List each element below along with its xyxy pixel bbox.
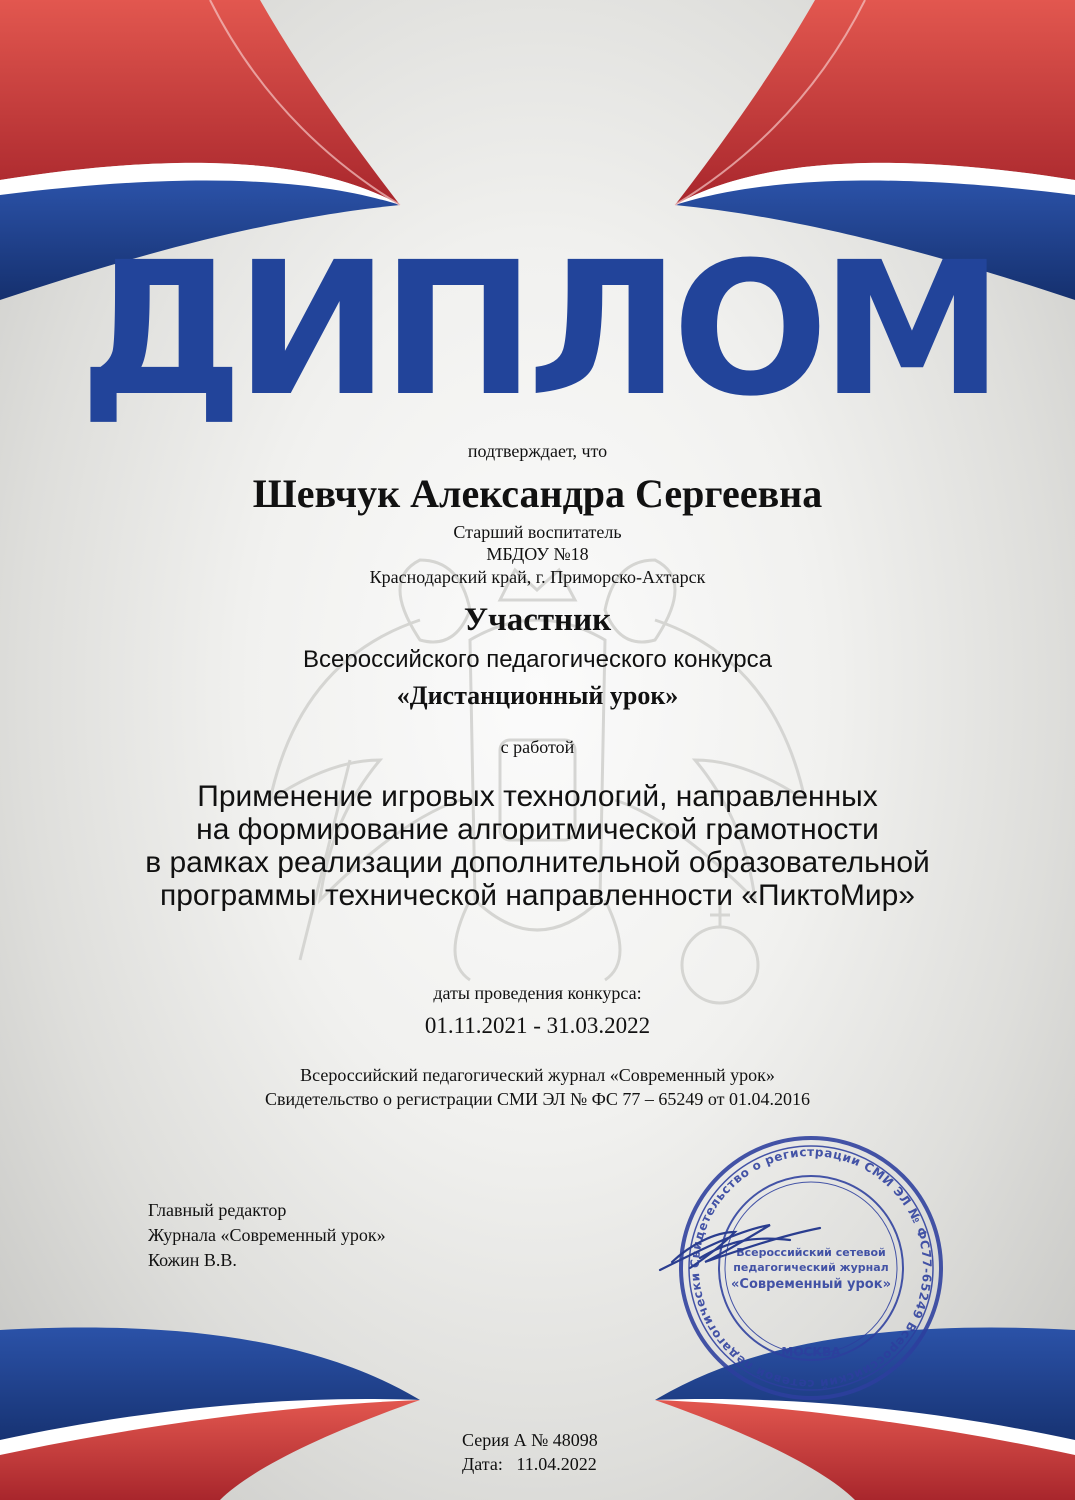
diploma-title: ДИПЛОМ — [79, 223, 996, 437]
editor-line: Главный редактор — [148, 1200, 287, 1220]
seal-ring-text: Свидетельство о регистрации СМИ ЭЛ № ФС77-65249 Всероссийский сетевой педагогически — [687, 1144, 935, 1392]
recipient-name: Шевчук Александра Сергеевна — [252, 471, 823, 516]
seal-center-line: педагогический журнал — [733, 1261, 889, 1274]
registration-text: Свидетельство о регистрации СМИ ЭЛ № ФС 77 – 65249 от 01.04.2016 — [264, 1089, 811, 1109]
contest-line: Всероссийского педагогического конкурса — [303, 646, 772, 673]
recipient-location: Краснодарский край, г. Приморско-Ахтарск — [369, 567, 706, 587]
with-work-text: с работой — [500, 737, 575, 757]
contest-name: «Дистанционный урок» — [396, 681, 679, 710]
work-title-line: Применение игровых технологий, направленных — [197, 780, 878, 813]
recipient-organization: МБДОУ №18 — [486, 544, 589, 564]
seal-bottom-text: МОСКВА — [781, 1345, 841, 1359]
work-title-line: программы технической направленности «ПиктоМир» — [159, 879, 915, 912]
confirms-text: подтверждает, что — [467, 441, 608, 461]
editor-line: Журнала «Современный урок» — [148, 1225, 386, 1245]
work-title-line: на формирование алгоритмической грамотности — [196, 813, 879, 846]
journal-name: Всероссийский педагогический журнал «Современный урок» — [300, 1065, 775, 1085]
work-title-line: в рамках реализации дополнительной образовательной — [145, 846, 930, 879]
seal-center-line: Всероссийский сетевой — [736, 1246, 886, 1259]
editor-line: Кожин В.В. — [148, 1250, 237, 1270]
issue-date: Дата: 11.04.2022 — [462, 1454, 597, 1474]
serial-block — [462, 1428, 598, 1476]
seal-center-line: «Современный урок» — [731, 1277, 891, 1292]
contest-dates: 01.11.2021 - 31.03.2022 — [424, 1013, 651, 1038]
participation-status: Участник — [463, 602, 612, 638]
dates-label: даты проведения конкурса: — [433, 983, 642, 1003]
recipient-position: Старший воспитатель — [453, 522, 622, 542]
serial-number: Серия А № 48098 — [462, 1430, 598, 1450]
